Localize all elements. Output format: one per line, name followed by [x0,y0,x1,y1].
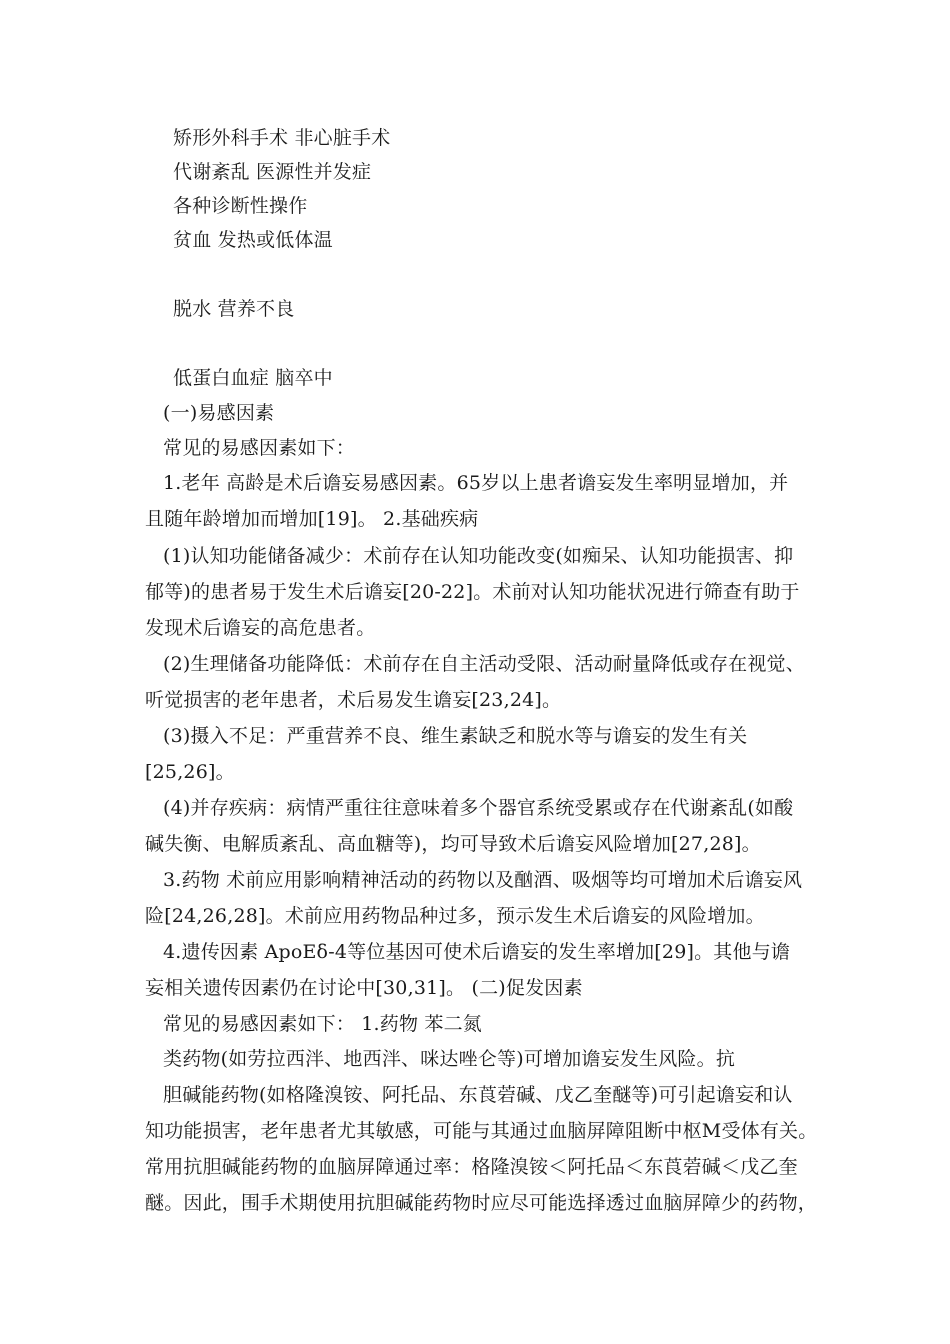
paragraph-line: 3.药物 术前应用影响精神活动的药物以及酗酒、吸烟等均可增加术后谵妄风 [163,869,803,891]
list-item: 脱水 营养不良 [173,298,295,320]
paragraph-line: 常见的易感因素如下： 1.药物 苯二氮 [163,1013,483,1035]
list-item: 贫血 发热或低体温 [173,229,333,251]
paragraph-line: 1.老年 高龄是术后谵妄易感因素。65岁以上患者谵妄发生率明显增加，并 [163,472,789,494]
paragraph-line: 醚。因此，围手术期使用抗胆碱能药物时应尽可能选择透过血脑屏障少的药物， [145,1192,818,1214]
paragraph-line: 听觉损害的老年患者，术后易发生谵妄[23,24]。 [145,689,562,711]
paragraph-line: 类药物(如劳拉西泮、地西泮、咪达唑仑等)可增加谵妄发生风险。抗 [163,1048,736,1070]
paragraph-line: 知功能损害，老年患者尤其敏感，可能与其通过血脑屏障阻断中枢M受体有关。 [145,1120,818,1142]
paragraph-line: 胆碱能药物(如格隆溴铵、阿托品、东莨菪碱、戊乙奎醚等)可引起谵妄和认 [163,1084,793,1106]
paragraph-line: (1)认知功能储备减少：术前存在认知功能改变(如痴呆、认知功能损害、抑 [163,545,794,567]
paragraph-line: (4)并存疾病：病情严重往往意味着多个器官系统受累或存在代谢紊乱(如酸 [163,797,794,819]
list-item: 代谢紊乱 医源性并发症 [173,161,372,183]
list-item: 低蛋白血症 脑卒中 [173,367,333,389]
section-heading: (一)易感因素 [163,402,275,424]
paragraph-line: 发现术后谵妄的高危患者。 [145,617,376,639]
paragraph-line: 妄相关遗传因素仍在讨论中[30,31]。 (二)促发因素 [145,977,583,999]
paragraph-line: 常见的易感因素如下： [163,437,356,459]
paragraph-line: 且随年龄增加而增加[19]。 2.基础疾病 [145,508,479,530]
paragraph-line: 碱失衡、电解质紊乱、高血糖等)，均可导致术后谵妄风险增加[27,28]。 [145,833,761,855]
paragraph-line: 郁等)的患者易于发生术后谵妄[20-22]。术前对认知功能状况进行筛查有助于 [145,581,800,603]
paragraph-line: 4.遗传因素 ApoEδ-4等位基因可使术后谵妄的发生率增加[29]。其他与谵 [163,941,791,963]
paragraph-line: [25,26]。 [145,761,235,783]
paragraph-line: 险[24,26,28]。术前应用药物品种过多，预示发生术后谵妄的风险增加。 [145,905,765,927]
list-item: 各种诊断性操作 [173,195,308,217]
list-item: 矫形外科手术 非心脏手术 [173,127,391,149]
paragraph-line: (3)摄入不足：严重营养不良、维生素缺乏和脱水等与谵妄的发生有关 [163,725,748,747]
paragraph-line: (2)生理储备功能降低：术前存在自主活动受限、活动耐量降低或存在视觉、 [163,653,805,675]
paragraph-line: 常用抗胆碱能药物的血脑屏障通过率：格隆溴铵＜阿托品＜东莨菪碱＜戊乙奎 [145,1156,798,1178]
